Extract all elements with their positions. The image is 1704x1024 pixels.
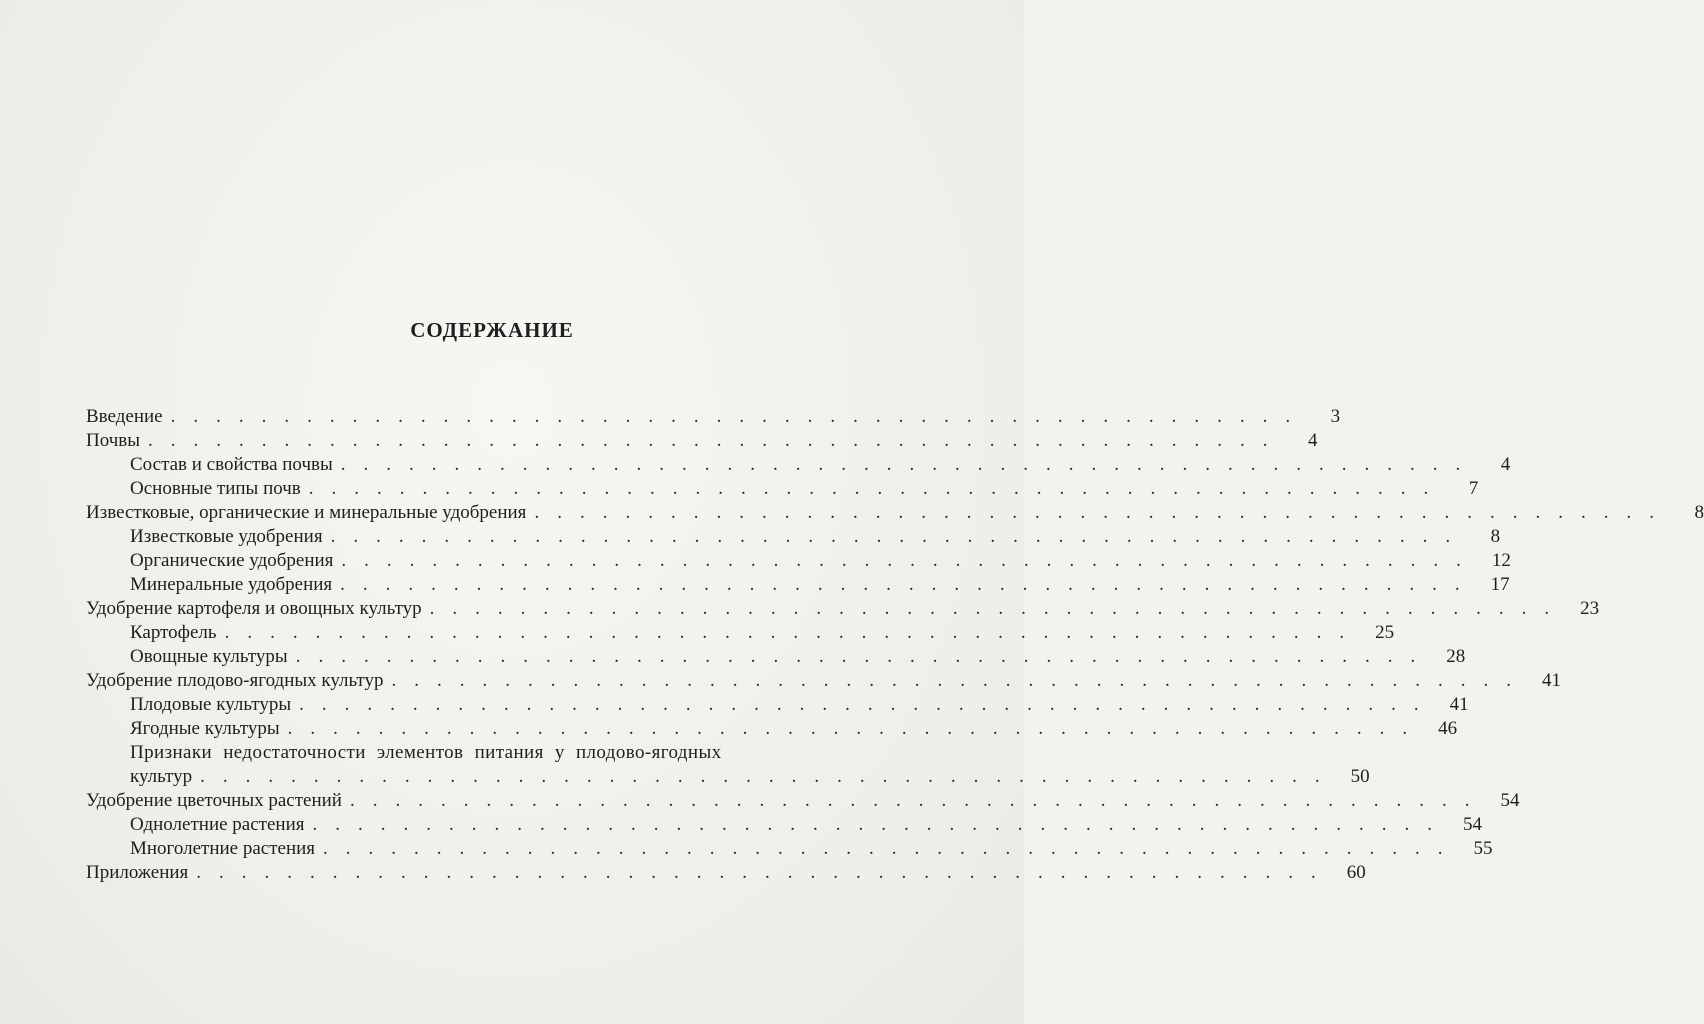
toc-entry-label: Плодовые культуры xyxy=(130,694,292,715)
toc-entry-label: Почвы xyxy=(86,430,141,451)
leader-dots: .................................................. xyxy=(299,694,1437,715)
toc-entry xyxy=(86,669,1561,693)
toc-entry-label: Однолетние растения xyxy=(130,814,305,835)
leader-dots: .................................................. xyxy=(295,646,1434,667)
toc-entry-label: Органические удобрения xyxy=(130,550,334,571)
toc-entry-page: 23 xyxy=(1580,598,1600,619)
toc-entry-label: Удобрение плодово-ягодных культур xyxy=(86,670,384,691)
leader-dots: .................................................. xyxy=(340,454,1479,475)
toc-entry xyxy=(86,405,1341,429)
toc-entry-page: 28 xyxy=(1446,646,1466,667)
toc-entry xyxy=(86,861,1366,885)
toc-entry xyxy=(86,813,1482,837)
toc-entry-page: 25 xyxy=(1375,622,1395,643)
leader-dots: .................................................. xyxy=(224,622,1363,643)
toc-entry xyxy=(86,477,1479,501)
toc-entry-continuation xyxy=(86,765,1370,789)
leader-dots: .................................................. xyxy=(196,862,1334,883)
toc-entry xyxy=(86,525,1501,549)
leader-dots: .................................................. xyxy=(429,598,1568,619)
toc-entry-label: Ягодные культуры xyxy=(130,718,280,739)
toc-entry xyxy=(86,453,1511,477)
leader-dots: .................................................. xyxy=(349,790,1488,811)
leader-dots: .................................................. xyxy=(323,838,1461,859)
toc-entry xyxy=(86,501,1704,525)
toc-entry-page: 8 xyxy=(1694,502,1704,523)
toc-entry xyxy=(86,549,1511,573)
leader-dots: .................................................. xyxy=(287,718,1426,739)
toc-entry-page: 12 xyxy=(1491,550,1511,571)
leader-dots: .................................................. xyxy=(391,670,1529,691)
toc-entry-label: Многолетние растения xyxy=(130,838,316,859)
toc-entry-page: 50 xyxy=(1350,766,1370,787)
toc-entry-page: 8 xyxy=(1490,526,1501,547)
toc-entry xyxy=(86,645,1466,669)
leader-dots: .................................................. xyxy=(148,430,1286,451)
toc-entry-page: 54 xyxy=(1500,790,1520,811)
leader-dots: .................................................. xyxy=(534,502,1672,523)
table-of-contents xyxy=(86,405,1704,885)
toc-entry xyxy=(86,837,1493,861)
toc-entry-label: Удобрение картофеля и овощных культур xyxy=(86,598,422,619)
toc-entry-page: 7 xyxy=(1468,478,1479,499)
leader-dots: .................................................. xyxy=(308,478,1447,499)
toc-entry xyxy=(86,621,1395,645)
toc-entry-label: Признаки недостаточности элементов питания у плодово-ягодных xyxy=(130,742,722,763)
toc-entry xyxy=(86,693,1469,717)
toc-entry-page: 41 xyxy=(1541,670,1561,691)
toc-entry-label: Основные типы почв xyxy=(130,478,301,499)
toc-entry-page: 54 xyxy=(1462,814,1482,835)
toc-entry-label: Приложения xyxy=(86,862,189,883)
toc-entry-page: 41 xyxy=(1449,694,1469,715)
toc-entry-page: 46 xyxy=(1438,718,1458,739)
toc-entry-label: Введение xyxy=(86,406,163,427)
toc-entry-page: 3 xyxy=(1330,406,1341,427)
toc-entry-label: Картофель xyxy=(130,622,217,643)
page-title: СОДЕРЖАНИЕ xyxy=(410,318,574,342)
toc-entry xyxy=(86,429,1318,453)
toc-entry-label: Состав и свойства почвы xyxy=(130,454,333,475)
toc-entry-page: 60 xyxy=(1346,862,1366,883)
toc-entry xyxy=(86,717,1458,741)
toc-entry-label-continued: культур xyxy=(130,766,193,787)
toc-entry xyxy=(86,789,1520,813)
leader-dots: .................................................. xyxy=(170,406,1309,427)
toc-entry xyxy=(86,741,954,765)
toc-entry-label: Известковые, органические и минеральные удобрения xyxy=(86,502,527,523)
toc-entry-page: 55 xyxy=(1473,838,1493,859)
toc-entry-label: Минеральные удобрения xyxy=(130,574,333,595)
toc-entry-label: Известковые удобрения xyxy=(130,526,323,547)
toc-entry-page: 4 xyxy=(1500,454,1511,475)
toc-entry-page: 17 xyxy=(1490,574,1510,595)
leader-dots: .................................................. xyxy=(312,814,1450,835)
leader-dots: .................................................. xyxy=(341,550,1479,571)
leader-dots: .................................................. xyxy=(200,766,1338,787)
toc-entry-page: 4 xyxy=(1308,430,1318,451)
toc-entry-label: Овощные культуры xyxy=(130,646,288,667)
toc-entry xyxy=(86,573,1510,597)
toc-entry xyxy=(86,597,1600,621)
leader-dots: .................................................. xyxy=(330,526,1469,547)
toc-entry-label: Удобрение цветочных растений xyxy=(86,790,342,811)
leader-dots: .................................................. xyxy=(340,574,1478,595)
